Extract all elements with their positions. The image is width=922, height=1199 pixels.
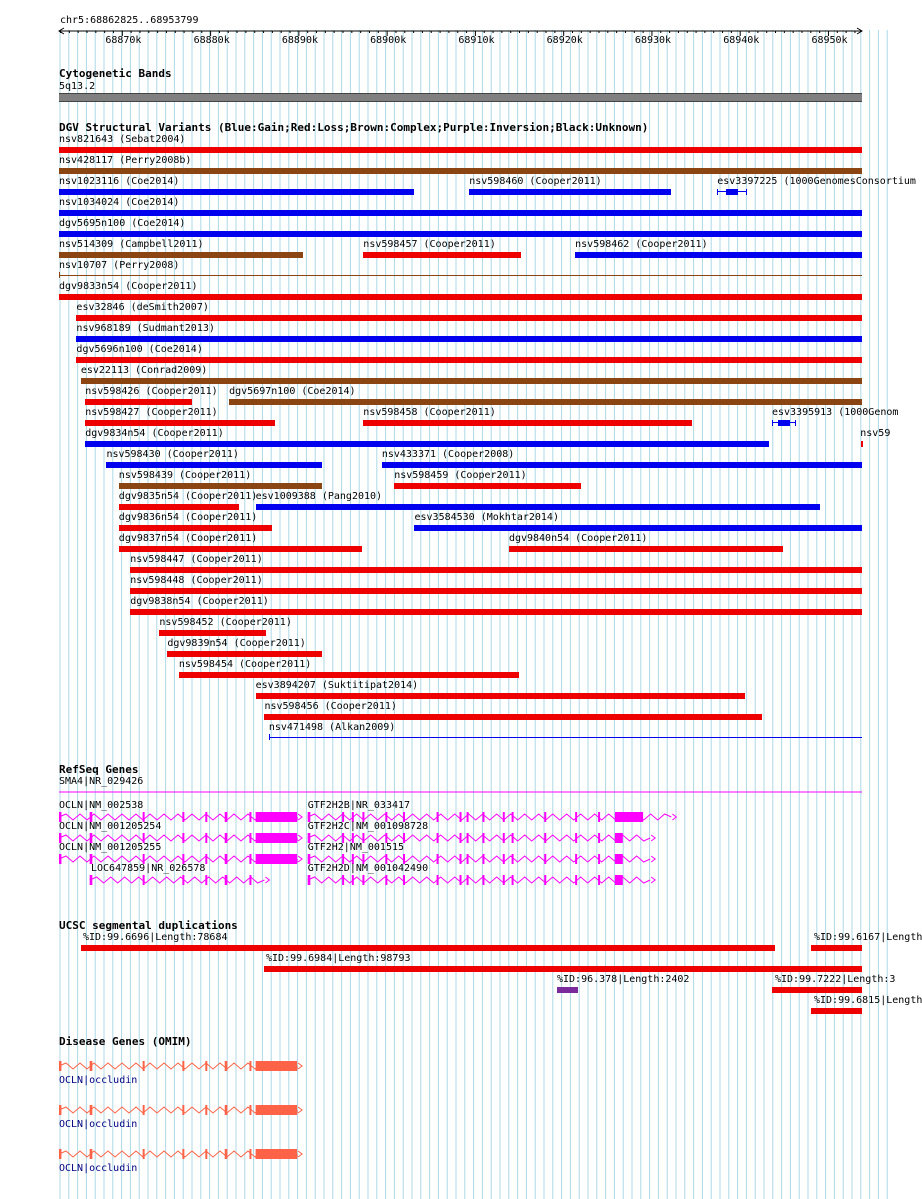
dgv-feature-label[interactable]: nsv598427 (Cooper2011) — [85, 407, 218, 418]
dgv-feature-label[interactable]: nsv598459 (Cooper2011) — [394, 470, 527, 481]
gene-strand-arrow — [298, 1063, 302, 1069]
dgv-feature-label[interactable]: nsv1034024 (Coe2014) — [59, 197, 180, 208]
segdup-label[interactable]: %ID:99.7222|Length:3 — [775, 974, 896, 985]
omim-gene-label[interactable]: OCLN|occludin — [59, 1163, 138, 1174]
gene-exon — [205, 1149, 207, 1159]
dgv-feature-label[interactable]: esv1009388 (Pang2010) — [255, 491, 383, 502]
omim-track-title[interactable]: Disease Genes (OMIM) — [59, 1035, 192, 1048]
refseq-gene-label[interactable]: OCLN|NM_001205254 — [59, 821, 162, 832]
dgv-feature-label[interactable]: dgv5695n100 (Coe2014) — [59, 218, 186, 229]
dgv-feature-label[interactable]: nsv968189 (Sudmant2013) — [76, 323, 215, 334]
dgv-feature-label[interactable]: dgv9839n54 (Cooper2011) — [167, 638, 306, 649]
cyto-track-title[interactable]: Cytogenetic Bands — [59, 67, 172, 80]
dgv-feature-label[interactable]: dgv9835n54 (Cooper2011) — [118, 491, 258, 502]
ruler-tick-label: 68880k — [193, 35, 230, 46]
dgv-feature-label[interactable]: nsv1023116 (Coe2014) — [59, 176, 180, 187]
segdup-label[interactable]: %ID:99.6815|Length — [814, 995, 922, 1006]
dgv-feature-label[interactable]: nsv598458 (Cooper2011) — [363, 407, 496, 418]
refseq-gene-label[interactable]: OCLN|NM_001205255 — [59, 842, 162, 853]
segdup-label[interactable]: %ID:99.6167|Length — [814, 932, 922, 943]
dgv-feature-label[interactable]: nsv471498 (Alkan2009) — [268, 722, 396, 733]
segdup-label[interactable]: %ID:99.6984|Length:98793 — [266, 953, 411, 964]
dgv-feature-label[interactable]: nsv598460 (Cooper2011) — [469, 176, 602, 187]
refseq-gene-label[interactable]: GTF2H2B|NR_033417 — [307, 800, 411, 811]
gene-exon — [225, 1105, 228, 1115]
gene-exon — [59, 1149, 61, 1159]
gene-exon — [143, 1149, 145, 1159]
dgv-feature-label[interactable]: nsv598462 (Cooper2011) — [575, 239, 708, 250]
dgv-feature-label[interactable]: nsv598439 (Cooper2011) — [118, 470, 252, 481]
dgv-feature-label[interactable]: nsv10707 (Perry2008) — [59, 260, 180, 271]
gene-exon — [256, 1061, 297, 1071]
dgv-feature-label[interactable]: esv3397225 (1000GenomesConsortium — [717, 176, 916, 187]
gene-exon — [249, 1061, 251, 1071]
position-readout: chr5:68862825..68953799 — [60, 15, 199, 26]
segdup-label[interactable]: %ID:99.6696|Length:78684 — [83, 932, 228, 943]
gene-exon — [205, 1105, 207, 1115]
refseq-gene-label[interactable]: SMA4|NR_029426 — [59, 776, 144, 787]
dgv-feature-label[interactable]: esv22113 (Conrad2009) — [80, 365, 208, 376]
gene-exon — [249, 1149, 251, 1159]
dgv-feature-label[interactable]: nsv598457 (Cooper2011) — [363, 239, 496, 250]
segdup-label[interactable]: %ID:96.378|Length:2402 — [557, 974, 690, 985]
omim-gene-label[interactable]: OCLN|occludin — [59, 1075, 138, 1086]
gene-exon — [90, 1149, 93, 1159]
dgv-feature-label[interactable]: esv3584530 (Mokhtar2014) — [414, 512, 559, 523]
dgv-track-title[interactable]: DGV Structural Variants (Blue:Gain;Red:Loss;Brown:Complex;Purple:Inversion;Black:Unknown) — [59, 121, 649, 134]
dgv-feature-label[interactable]: esv3395913 (1000Genom — [771, 407, 899, 418]
dgv-feature-label[interactable]: nsv598454 (Cooper2011) — [178, 659, 312, 670]
ruler-tick-label: 68910k — [458, 35, 495, 46]
dgv-feature-label[interactable]: nsv428117 (Perry2008b) — [59, 155, 192, 166]
gene-exon — [90, 1105, 93, 1115]
dgv-feature-label[interactable]: nsv59 — [860, 428, 891, 439]
dgv-feature-label[interactable]: dgv9834n54 (Cooper2011) — [85, 428, 224, 439]
gene-exon — [256, 1105, 297, 1115]
gene-exon — [59, 1105, 61, 1115]
gene-exon — [59, 1061, 61, 1071]
dgv-feature-label[interactable]: nsv433371 (Cooper2008) — [381, 449, 515, 460]
dgv-feature-label[interactable]: dgv5697n100 (Coe2014) — [229, 386, 356, 397]
dgv-feature-label[interactable]: nsv514309 (Campbell2011) — [59, 239, 204, 250]
ruler-tick-label: 68900k — [370, 35, 407, 46]
gene-exon — [225, 1149, 228, 1159]
dgv-feature-label[interactable]: esv32846 (deSmith2007) — [76, 302, 209, 313]
dgv-feature-label[interactable]: dgv9840n54 (Cooper2011) — [508, 533, 648, 544]
segdup-track-title[interactable]: UCSC segmental duplications — [59, 919, 238, 932]
dgv-feature-label[interactable]: nsv598426 (Cooper2011) — [85, 386, 218, 397]
gene-exon — [205, 1061, 207, 1071]
refseq-gene-label[interactable]: GTF2H2D|NM_001042490 — [307, 863, 429, 874]
gene-strand-arrow — [298, 1151, 302, 1157]
dgv-feature-label[interactable]: nsv598430 (Cooper2011) — [106, 449, 239, 460]
refseq-gene-label[interactable]: GTF2H2|NM_001515 — [307, 842, 405, 853]
dgv-feature-label[interactable]: nsv821643 (Sebat2004) — [59, 134, 186, 145]
cyto-band-label[interactable]: 5q13.2 — [59, 81, 96, 92]
refseq-gene-label[interactable]: GTF2H2C|NM_001098728 — [307, 821, 429, 832]
dgv-feature-label[interactable]: dgv9838n54 (Cooper2011) — [130, 596, 269, 607]
refseq-gene-label[interactable]: OCLN|NM_002538 — [59, 800, 144, 811]
refseq-gene-label[interactable]: LOC647859|NR_026578 — [91, 863, 206, 874]
dgv-feature-label[interactable]: dgv9836n54 (Cooper2011) — [118, 512, 258, 523]
gene-exon — [249, 1105, 251, 1115]
dgv-feature-label[interactable]: dgv5696n100 (Coe2014) — [76, 344, 203, 355]
gene-exon — [225, 1061, 228, 1071]
dgv-feature-label[interactable]: nsv598447 (Cooper2011) — [130, 554, 263, 565]
dgv-feature-label[interactable]: nsv598452 (Cooper2011) — [159, 617, 292, 628]
gene-exon — [256, 1149, 297, 1159]
gene-exon — [182, 1105, 184, 1115]
gene-exon — [143, 1061, 145, 1071]
dgv-feature-label[interactable]: dgv9833n54 (Cooper2011) — [59, 281, 198, 292]
ruler-tick-label: 68920k — [546, 35, 583, 46]
gene-exon — [90, 1061, 93, 1071]
gene-strand-arrow — [298, 1107, 302, 1113]
ruler-tick-label: 68930k — [634, 35, 672, 46]
dgv-feature-label[interactable]: nsv598456 (Cooper2011) — [264, 701, 397, 712]
ruler-tick-label: 68950k — [811, 35, 848, 46]
gene-exon — [182, 1149, 184, 1159]
ruler-tick-label: 68940k — [723, 35, 760, 46]
dgv-feature-label[interactable]: dgv9837n54 (Cooper2011) — [118, 533, 258, 544]
gene-exon — [143, 1105, 145, 1115]
refseq-track-title[interactable]: RefSeq Genes — [59, 763, 139, 776]
dgv-feature-label[interactable]: esv3894207 (Suktitipat2014) — [255, 680, 419, 691]
omim-gene-label[interactable]: OCLN|occludin — [59, 1119, 138, 1130]
ruler-tick-label: 68890k — [281, 35, 318, 46]
gene-exon — [182, 1061, 184, 1071]
ruler-tick-label: 68870k — [105, 35, 142, 46]
dgv-feature-label[interactable]: nsv598448 (Cooper2011) — [130, 575, 263, 586]
